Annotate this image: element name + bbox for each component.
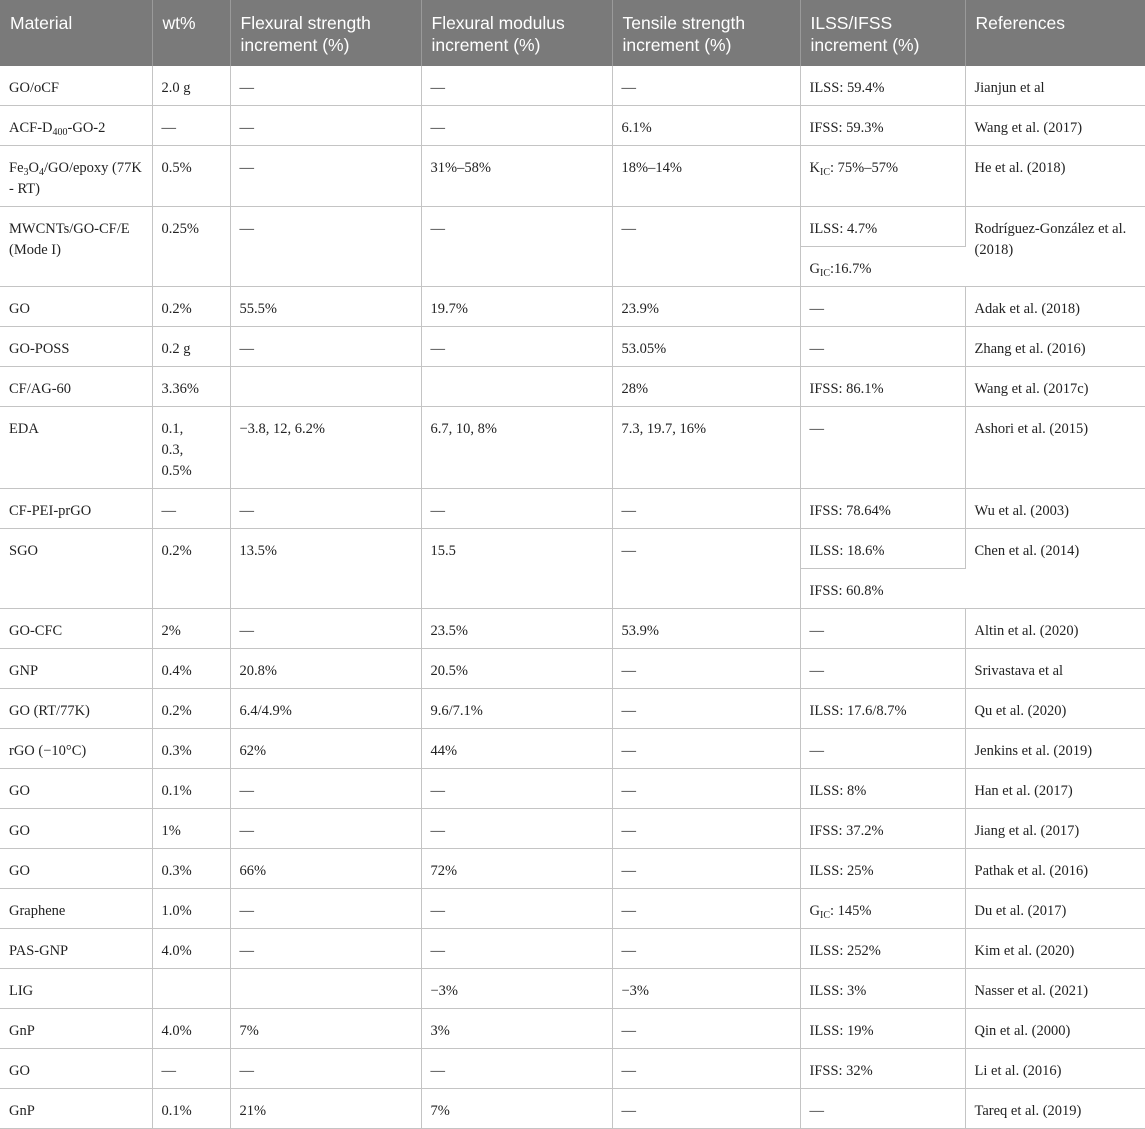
cell-material: GO (0, 1049, 152, 1089)
cell-flexural-modulus: — (421, 66, 612, 106)
table-row (0, 1049, 1145, 1089)
cell-reference: Jiang et al. (2017) (965, 809, 1145, 849)
cell-flexural-modulus: — (421, 929, 612, 969)
cell-reference: Han et al. (2017) (965, 769, 1145, 809)
cell-wt: 0.1% (152, 769, 230, 809)
cell-material: rGO (−10°C) (0, 729, 152, 769)
cell-reference: Qu et al. (2020) (965, 689, 1145, 729)
cell-ilss: — (800, 287, 965, 327)
header-material: Material (0, 0, 152, 66)
cell-flexural-strength: — (230, 66, 421, 106)
cell-material (0, 106, 152, 146)
ilss-text: : 75%–57% (829, 160, 899, 176)
cell-reference: Nasser et al. (2021) (965, 969, 1145, 1009)
cell-ilss: — (800, 729, 965, 769)
header-wt: wt% (152, 0, 230, 66)
cell-wt: 0.25% (152, 207, 230, 287)
cell-ilss (800, 146, 965, 207)
cell-tensile-strength: — (612, 849, 800, 889)
cell-tensile-strength: 23.9% (612, 287, 800, 327)
cell-ilss: — (800, 1089, 965, 1129)
cell-reference: Pathak et al. (2016) (965, 849, 1145, 889)
cell-tensile-strength: — (612, 66, 800, 106)
table-row (0, 1009, 1145, 1049)
cell-material: LIG (0, 969, 152, 1009)
cell-wt: — (152, 106, 230, 146)
cell-reference: Jenkins et al. (2019) (965, 729, 1145, 769)
cell-wt: 1.0% (152, 889, 230, 929)
cell-tensile-strength: — (612, 809, 800, 849)
cell-flexural-modulus: — (421, 1049, 612, 1089)
cell-ilss: ILSS: 8% (800, 769, 965, 809)
wt-line: 0.5% (161, 463, 192, 479)
cell-material: GO (0, 769, 152, 809)
cell-reference: Zhang et al. (2016) (965, 327, 1145, 367)
cell-flexural-strength: 6.4/4.9% (230, 689, 421, 729)
wt-line: 0.3, (161, 442, 184, 458)
cell-flexural-modulus: 31%–58% (421, 146, 612, 207)
cell-material: GO-CFC (0, 609, 152, 649)
cell-flexural-strength: 55.5% (230, 287, 421, 327)
cell-flexural-modulus: — (421, 889, 612, 929)
cell-material: EDA (0, 407, 152, 489)
header-flexural-modulus: Flexural modulus increment (%) (421, 0, 612, 66)
cell-material: GO (0, 287, 152, 327)
cell-reference: Qin et al. (2000) (965, 1009, 1145, 1049)
cell-wt: 0.2% (152, 689, 230, 729)
cell-tensile-strength: 7.3, 19.7, 16% (612, 407, 800, 489)
cell-reference: Rodríguez-González et al. (2018) (965, 207, 1145, 287)
table-row (0, 929, 1145, 969)
cell-reference: Chen et al. (2014) (965, 529, 1145, 609)
cell-tensile-strength: — (612, 729, 800, 769)
cell-flexural-strength: 13.5% (230, 529, 421, 609)
cell-flexural-strength: — (230, 106, 421, 146)
header-flexural-strength: Flexural strength increment (%) (230, 0, 421, 66)
cell-tensile-strength: — (612, 1089, 800, 1129)
cell-tensile-strength: — (612, 1049, 800, 1089)
cell-reference: Du et al. (2017) (965, 889, 1145, 929)
cell-ilss: ILSS: 59.4% (800, 66, 965, 106)
cell-wt: 0.3% (152, 729, 230, 769)
table-row (0, 769, 1145, 809)
cell-wt: 4.0% (152, 1009, 230, 1049)
cell-flexural-strength: 7% (230, 1009, 421, 1049)
ilss-text: K (809, 160, 820, 176)
cell-ilss: ILSS: 3% (800, 969, 965, 1009)
table-row (0, 729, 1145, 769)
material-subscript: 400 (52, 127, 68, 138)
cell-flexural-modulus: — (421, 106, 612, 146)
cell-reference: Tareq et al. (2019) (965, 1089, 1145, 1129)
cell-ilss: IFSS: 78.64% (800, 489, 965, 529)
ilss-text: G (809, 903, 820, 919)
cell-flexural-modulus: 9.6/7.1% (421, 689, 612, 729)
cell-flexural-modulus: 20.5% (421, 649, 612, 689)
cell-tensile-strength: — (612, 207, 800, 287)
cell-reference: Wang et al. (2017) (965, 106, 1145, 146)
cell-ilss-secondary: IFSS: 60.8% (800, 569, 965, 609)
cell-wt: 0.1% (152, 1089, 230, 1129)
cell-material: PAS-GNP (0, 929, 152, 969)
cell-flexural-modulus: 7% (421, 1089, 612, 1129)
cell-material: GO-POSS (0, 327, 152, 367)
cell-flexural-strength: — (230, 929, 421, 969)
table-row (0, 889, 1145, 929)
cell-ilss: ILSS: 18.6% (800, 529, 965, 569)
cell-material: MWCNTs/GO-CF/E (Mode I) (0, 207, 152, 287)
cell-flexural-modulus: — (421, 207, 612, 287)
cell-flexural-strength: 62% (230, 729, 421, 769)
cell-ilss: ILSS: 19% (800, 1009, 965, 1049)
cell-wt: 2.0 g (152, 66, 230, 106)
material-subscript: 3 (23, 167, 29, 178)
material-text: -GO-2 (67, 120, 106, 136)
cell-reference: Li et al. (2016) (965, 1049, 1145, 1089)
cell-wt: 0.2 g (152, 327, 230, 367)
material-subscript: 4 (38, 167, 44, 178)
cell-ilss: IFSS: 32% (800, 1049, 965, 1089)
table-row (0, 489, 1145, 529)
cell-flexural-strength (230, 367, 421, 407)
cell-reference: He et al. (2018) (965, 146, 1145, 207)
cell-ilss: IFSS: 59.3% (800, 106, 965, 146)
cell-wt (152, 407, 230, 489)
ilss-subscript: IC (819, 167, 830, 178)
cell-material: GnP (0, 1089, 152, 1129)
cell-reference: Ashori et al. (2015) (965, 407, 1145, 489)
cell-flexural-strength: — (230, 769, 421, 809)
table-row (0, 367, 1145, 407)
ilss-text: :16.7% (829, 261, 872, 277)
header-ilss-ifss: ILSS/IFSS increment (%) (800, 0, 965, 66)
cell-tensile-strength: 53.05% (612, 327, 800, 367)
cell-tensile-strength: — (612, 489, 800, 529)
cell-flexural-strength: — (230, 609, 421, 649)
cell-flexural-modulus: — (421, 489, 612, 529)
cell-flexural-modulus: — (421, 327, 612, 367)
cell-tensile-strength: −3% (612, 969, 800, 1009)
cell-tensile-strength: 18%–14% (612, 146, 800, 207)
cell-wt: 2% (152, 609, 230, 649)
cell-ilss: ILSS: 252% (800, 929, 965, 969)
cell-ilss: ILSS: 25% (800, 849, 965, 889)
cell-wt: 0.4% (152, 649, 230, 689)
cell-material: GO (0, 849, 152, 889)
table-row (0, 66, 1145, 106)
cell-flexural-modulus: — (421, 769, 612, 809)
cell-ilss: — (800, 327, 965, 367)
material-text: O (28, 160, 39, 176)
cell-material: GnP (0, 1009, 152, 1049)
header-references: References (965, 0, 1145, 66)
cell-flexural-modulus: 19.7% (421, 287, 612, 327)
cell-wt: — (152, 1049, 230, 1089)
material-text: ACF-D (9, 120, 53, 136)
cell-flexural-strength (230, 969, 421, 1009)
header-tensile-strength: Tensile strength increment (%) (612, 0, 800, 66)
cell-tensile-strength: — (612, 529, 800, 609)
cell-material: Graphene (0, 889, 152, 929)
cell-ilss: IFSS: 37.2% (800, 809, 965, 849)
table-header (0, 0, 1145, 66)
cell-reference: Altin et al. (2020) (965, 609, 1145, 649)
cell-wt: 0.5% (152, 146, 230, 207)
cell-wt: — (152, 489, 230, 529)
cell-flexural-strength: 20.8% (230, 649, 421, 689)
cell-flexural-strength: 21% (230, 1089, 421, 1129)
cell-tensile-strength: — (612, 689, 800, 729)
cell-flexural-strength: — (230, 207, 421, 287)
cell-flexural-strength: −3.8, 12, 6.2% (230, 407, 421, 489)
ilss-subscript: IC (819, 268, 830, 279)
cell-flexural-modulus: 72% (421, 849, 612, 889)
table-row (0, 689, 1145, 729)
cell-flexural-strength: 66% (230, 849, 421, 889)
cell-flexural-modulus: 6.7, 10, 8% (421, 407, 612, 489)
table-row (0, 407, 1145, 489)
table-row (0, 146, 1145, 207)
cell-material: CF/AG-60 (0, 367, 152, 407)
cell-wt: 0.2% (152, 287, 230, 327)
cell-ilss: ILSS: 4.7% (800, 207, 965, 247)
cell-reference: Kim et al. (2020) (965, 929, 1145, 969)
cell-ilss (800, 889, 965, 929)
table-body (0, 66, 1145, 1129)
table-row (0, 207, 1145, 247)
cell-wt: 0.2% (152, 529, 230, 609)
cell-wt: 0.3% (152, 849, 230, 889)
table-row (0, 809, 1145, 849)
cell-material: GO (0, 809, 152, 849)
cell-flexural-strength: — (230, 146, 421, 207)
cell-reference: Jianjun et al (965, 66, 1145, 106)
table-row (0, 529, 1145, 569)
cell-reference: Wu et al. (2003) (965, 489, 1145, 529)
ilss-subscript: IC (819, 910, 830, 921)
cell-material: CF-PEI-prGO (0, 489, 152, 529)
cell-material: GO (RT/77K) (0, 689, 152, 729)
cell-flexural-strength: — (230, 327, 421, 367)
cell-flexural-modulus: −3% (421, 969, 612, 1009)
cell-flexural-modulus: — (421, 809, 612, 849)
wt-line: 0.1, (161, 421, 184, 437)
cell-tensile-strength: 53.9% (612, 609, 800, 649)
cell-tensile-strength: — (612, 769, 800, 809)
cell-tensile-strength: — (612, 889, 800, 929)
cell-ilss-secondary (800, 247, 965, 287)
cell-ilss: — (800, 649, 965, 689)
cell-reference: Adak et al. (2018) (965, 287, 1145, 327)
cell-wt: 3.36% (152, 367, 230, 407)
cell-tensile-strength: — (612, 649, 800, 689)
cell-wt: 1% (152, 809, 230, 849)
cell-flexural-modulus: 3% (421, 1009, 612, 1049)
cell-flexural-strength: — (230, 489, 421, 529)
cell-flexural-strength: — (230, 1049, 421, 1089)
cell-wt (152, 969, 230, 1009)
cell-flexural-modulus (421, 367, 612, 407)
table-row (0, 287, 1145, 327)
cell-flexural-modulus: 15.5 (421, 529, 612, 609)
cell-flexural-modulus: 23.5% (421, 609, 612, 649)
cell-flexural-strength: — (230, 889, 421, 929)
ilss-text: G (809, 261, 820, 277)
cell-ilss: — (800, 407, 965, 489)
cell-flexural-strength: — (230, 809, 421, 849)
cell-tensile-strength: — (612, 1009, 800, 1049)
cell-flexural-modulus: 44% (421, 729, 612, 769)
cell-tensile-strength: 28% (612, 367, 800, 407)
table-row (0, 327, 1145, 367)
material-text: /GO/epoxy (77K - RT) (9, 160, 142, 197)
table-row (0, 849, 1145, 889)
table-row (0, 969, 1145, 1009)
table-row (0, 1089, 1145, 1129)
cell-reference: Wang et al. (2017c) (965, 367, 1145, 407)
table-row (0, 649, 1145, 689)
table-row (0, 609, 1145, 649)
cell-ilss: IFSS: 86.1% (800, 367, 965, 407)
table-row (0, 106, 1145, 146)
cell-tensile-strength: 6.1% (612, 106, 800, 146)
cell-ilss: ILSS: 17.6/8.7% (800, 689, 965, 729)
material-text: Fe (9, 160, 24, 176)
ilss-text: : 145% (829, 903, 872, 919)
cell-material: GO/oCF (0, 66, 152, 106)
cell-wt: 4.0% (152, 929, 230, 969)
cell-material: GNP (0, 649, 152, 689)
cell-reference: Srivastava et al (965, 649, 1145, 689)
cell-ilss: — (800, 609, 965, 649)
cell-material (0, 146, 152, 207)
cell-material: SGO (0, 529, 152, 609)
cell-tensile-strength: — (612, 929, 800, 969)
